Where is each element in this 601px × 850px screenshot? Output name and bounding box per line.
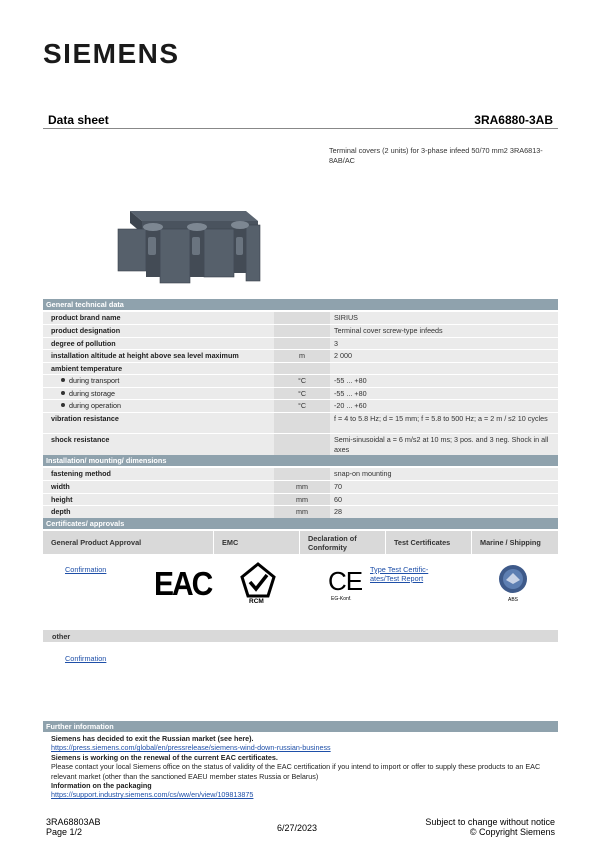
cert-col-emc: EMC — [214, 531, 300, 554]
packaging-info-label: Information on the packaging — [51, 781, 152, 791]
row-value: Terminal cover screw-type infeeds — [330, 325, 558, 338]
row-value: snap-on mounting — [330, 468, 558, 481]
row-value: 60 — [330, 493, 558, 506]
row-label: depth — [43, 506, 274, 519]
confirmation-link[interactable]: Confirmation — [65, 565, 107, 574]
row-unit: °C — [274, 387, 330, 400]
ce-logo: CE — [328, 566, 363, 596]
row-unit — [274, 325, 330, 338]
sub-label: during operation — [69, 401, 121, 410]
row-label: fastening method — [43, 468, 274, 481]
sub-label: during transport — [69, 376, 120, 385]
row-unit: mm — [274, 506, 330, 519]
product-description: Terminal covers (2 units) for 3-phase infeed 50/70 mm2 3RA6813-8AB/AC — [329, 146, 543, 165]
abs-logo — [498, 564, 528, 594]
row-label-sub — [43, 387, 274, 400]
abs-label: ABS — [508, 597, 519, 603]
other-confirmation-link[interactable]: Confirmation — [65, 654, 107, 663]
packaging-link[interactable]: https://support.industry.siemens.com/cs/ww/en/view/109813875 — [51, 790, 254, 800]
eac-logo: EAC — [154, 566, 212, 603]
row-unit — [274, 312, 330, 325]
row-unit: m — [274, 350, 330, 363]
row-label: width — [43, 481, 274, 494]
row-label: ambient temperature — [43, 362, 274, 375]
row-value: 2 000 — [330, 350, 558, 363]
section-general-technical-data: General technical data — [43, 299, 558, 310]
row-unit — [274, 412, 330, 433]
row-unit — [274, 337, 330, 350]
cert-col-declaration: Declaration of Conformity — [300, 531, 386, 554]
row-value: Semi-sinusoidal a = 6 m/s2 at 10 ms; 3 pos. and 3 neg. Shock in all axes — [330, 433, 558, 455]
section-certificates: Certificates/ approvals — [43, 518, 558, 529]
row-value: -55 ... +80 — [330, 375, 558, 388]
row-label: vibration resistance — [43, 412, 274, 433]
row-label: installation altitude at height above sea level maximum — [43, 350, 274, 363]
row-value: -55 ... +80 — [330, 387, 558, 400]
russia-exit-note: Siemens has decided to exit the Russian market (see here). — [51, 734, 254, 743]
press-release-link[interactable]: https://press.siemens.com/global/en/pressrelease/siemens-wind-down-russian-business — [51, 743, 331, 753]
row-unit: mm — [274, 493, 330, 506]
row-label-sub — [43, 400, 274, 413]
section-installation: Installation/ mounting/ dimensions — [43, 455, 558, 466]
row-label: height — [43, 493, 274, 506]
article-number: 3RA6880-3AB — [474, 113, 553, 127]
eac-renewal-note: Siemens is working on the renewal of the current EAC certificates. — [51, 752, 278, 762]
sub-label: during storage — [69, 388, 115, 398]
bullet-icon — [61, 378, 65, 382]
bullet-icon — [61, 391, 65, 395]
row-unit — [274, 433, 330, 455]
type-test-link[interactable]: Type Test Certific- — [370, 565, 429, 574]
general-data-table — [43, 312, 558, 456]
row-unit: mm — [274, 481, 330, 494]
row-unit — [274, 362, 330, 375]
row-label-sub — [43, 375, 274, 388]
footer-page-number: Page 1/2 — [46, 827, 83, 837]
rcm-label: RCM — [249, 598, 264, 605]
siemens-logo: SIEMENS — [43, 38, 180, 69]
cert-col-general: General Product Approval — [43, 531, 214, 554]
row-label: shock resistance — [43, 433, 274, 455]
row-unit: °C — [274, 400, 330, 413]
ce-sub-label: EG-Konf. — [331, 596, 352, 602]
other-section-bar: other — [43, 630, 558, 642]
cert-col-marine: Marine / Shipping — [472, 531, 558, 554]
installation-table — [43, 468, 558, 519]
doc-type-title: Data sheet — [48, 113, 109, 127]
eac-contact-note: Please contact your local Siemens office on the status of validity of the EAC certification if you intend to import or offer to supply these products to an EAC relevant market (other than the sanctioned EAEU member states Russia or Belarus) — [51, 762, 541, 781]
row-value: 70 — [330, 481, 558, 494]
footer-article-code: 3RA68803AB — [46, 817, 101, 827]
product-image — [108, 203, 266, 287]
bullet-icon — [61, 403, 65, 407]
certificates-header-row — [43, 531, 558, 554]
row-unit: °C — [274, 375, 330, 388]
footer-date: 6/27/2023 — [277, 823, 318, 833]
row-value: 28 — [330, 506, 558, 519]
cert-col-test: Test Certificates — [386, 531, 472, 554]
row-label: degree of pollution — [43, 337, 274, 350]
row-value — [330, 362, 558, 375]
row-value: SIRIUS — [330, 312, 558, 325]
row-value: -20 ... +60 — [330, 400, 558, 413]
section-further-information: Further information — [43, 721, 558, 732]
type-test-link-cont[interactable]: ates/Test Report — [370, 574, 424, 583]
footer-notice: Subject to change without notice — [425, 817, 555, 827]
row-label: product designation — [43, 325, 274, 338]
header-divider — [43, 128, 558, 129]
footer-copyright: © Copyright Siemens — [469, 827, 555, 837]
row-unit — [274, 468, 330, 481]
further-information-text — [51, 734, 556, 800]
row-label: product brand name — [43, 312, 274, 325]
row-value: 3 — [330, 337, 558, 350]
row-value: f = 4 to 5.8 Hz; d = 15 mm; f = 5.8 to 500 Hz; a = 2 m / s2 10 cycles — [330, 412, 558, 433]
